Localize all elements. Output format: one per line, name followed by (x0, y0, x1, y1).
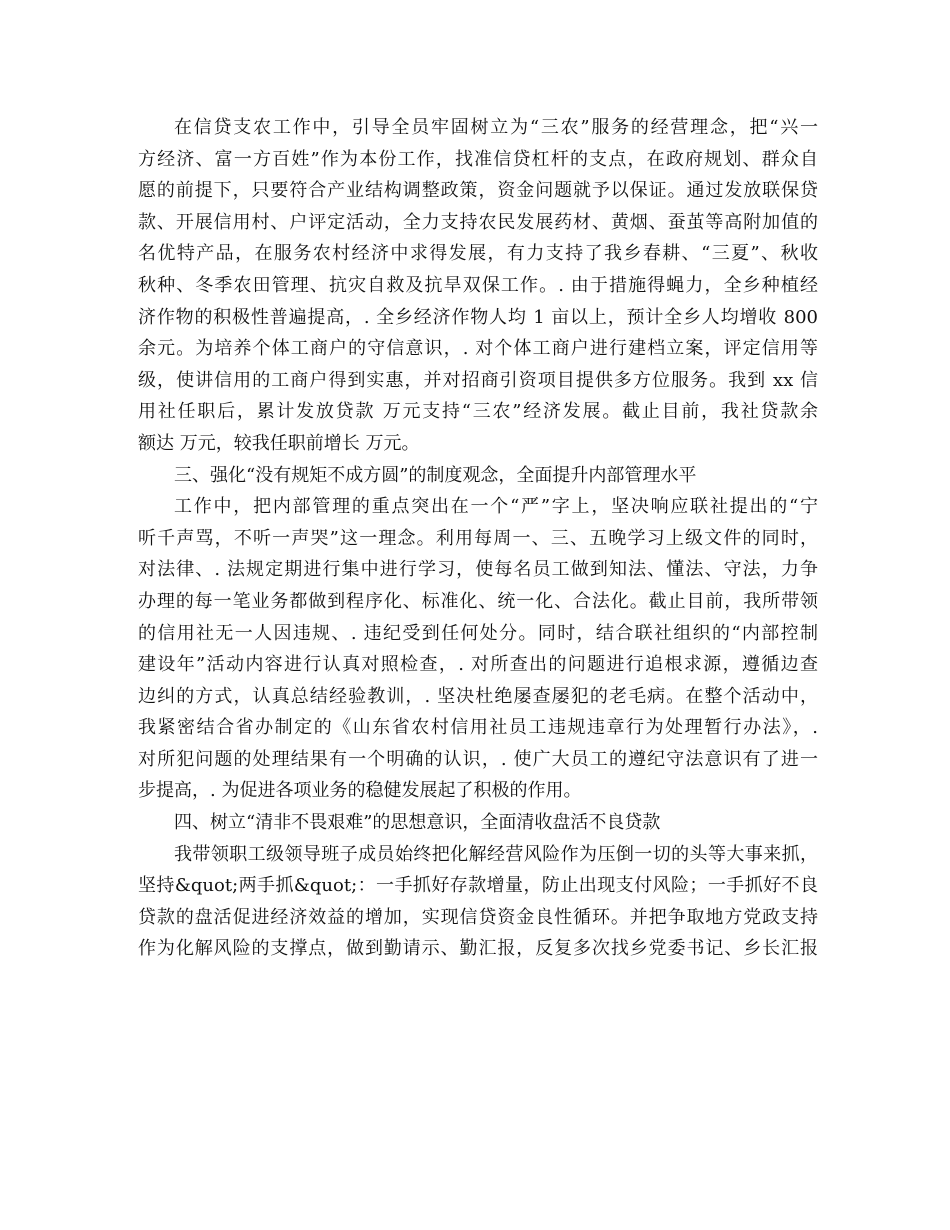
text-line: 听千声骂，不听一声哭”这一理念。利用每周一、三、五晚学习上级文件的同时， (138, 527, 818, 549)
text-line: 款、开展信用村、户评定活动，全力支持农民发展药材、黄烟、蚕茧等高附加值的 (138, 211, 818, 233)
text-line: 用社任职后，累计发放贷款 万元支持“三农”经济发展。截止目前，我社贷款余 (138, 401, 818, 423)
text-line: 三、强化“没有规矩不成方圆”的制度观念，全面提升内部管理水平 (174, 464, 697, 486)
text-line: 余元。为培养个体工商户的守信意识，. 对个体工商户进行建档立案，评定信用等 (138, 338, 818, 360)
text-line: 建设年”活动内容进行认真对照检查，. 对所查出的问题进行追根求源，遵循边查 (138, 654, 818, 676)
text-line: 的信用社无一人因违规、. 违纪受到任何处分。同时，结合联社组织的“内部控制 (138, 622, 818, 644)
document-body (138, 112, 818, 965)
text-line: 我带领职工级领导班子成员始终把化解经营风险作为压倒一切的头等大事来抓， (174, 843, 818, 865)
text-line: 边纠的方式，认真总结经验教训，. 坚决杜绝屡查屡犯的老毛病。在整个活动中， (138, 685, 818, 707)
text-line: 对法律、. 法规定期进行集中进行学习，使每名员工做到知法、懂法、守法，力争 (138, 559, 818, 581)
text-line: 方经济、富一方百姓”作为本份工作，找准信贷杠杆的支点，在政府规划、群众自 (138, 148, 818, 170)
text-line: 愿的前提下，只要符合产业结构调整政策，资金问题就予以保证。通过发放联保贷 (138, 180, 818, 202)
text-line: 作为化解风险的支撑点，做到勤请示、勤汇报，反复多次找乡党委书记、乡长汇报 (138, 938, 818, 960)
text-line: 级，使讲信用的工商户得到实惠，并对招商引资项目提供多方位服务。我到 xx 信 (138, 369, 818, 391)
text-line: 我紧密结合省办制定的《山东省农村信用社员工违规违章行为处理暂行办法》，. (138, 717, 818, 739)
text-line: 额达 万元，较我任职前增长 万元。 (138, 432, 420, 454)
text-line: 步提高，. 为促进各项业务的稳健发展起了积极的作用。 (138, 780, 582, 802)
text-line: 坚持&quot;两手抓&quot;：一手抓好存款增量，防止出现支付风险；一手抓好不良 (138, 875, 818, 897)
text-line: 对所犯问题的处理结果有一个明确的认识，. 使广大员工的遵纪守法意识有了进一 (138, 748, 818, 770)
text-line: 在信贷支农工作中，引导全员牢固树立为“三农”服务的经营理念，把“兴一 (174, 117, 818, 138)
text-line: 济作物的积极性普遍提高，. 全乡经济作物人均 1 亩以上，预计全乡人均增收 800 (138, 306, 818, 328)
text-line: 名优特产品，在服务农村经济中求得发展，有力支持了我乡春耕、“三夏”、秋收 (138, 243, 818, 265)
text-line: 贷款的盘活促进经济效益的增加，实现信贷资金良性循环。并把争取地方党政支持 (138, 906, 818, 928)
text-line: 四、树立“清非不畏艰难”的思想意识，全面清收盘活不良贷款 (174, 812, 661, 834)
text-line: 秋种、冬季农田管理、抗灾自救及抗旱双保工作。. 由于措施得蝇力，全乡种植经 (138, 274, 818, 296)
text-line: 办理的每一笔业务都做到程序化、标准化、统一化、合法化。截止目前，我所带领 (138, 590, 818, 612)
text-line: 工作中，把内部管理的重点突出在一个“严”字上，坚决响应联社提出的“宁 (174, 496, 818, 518)
